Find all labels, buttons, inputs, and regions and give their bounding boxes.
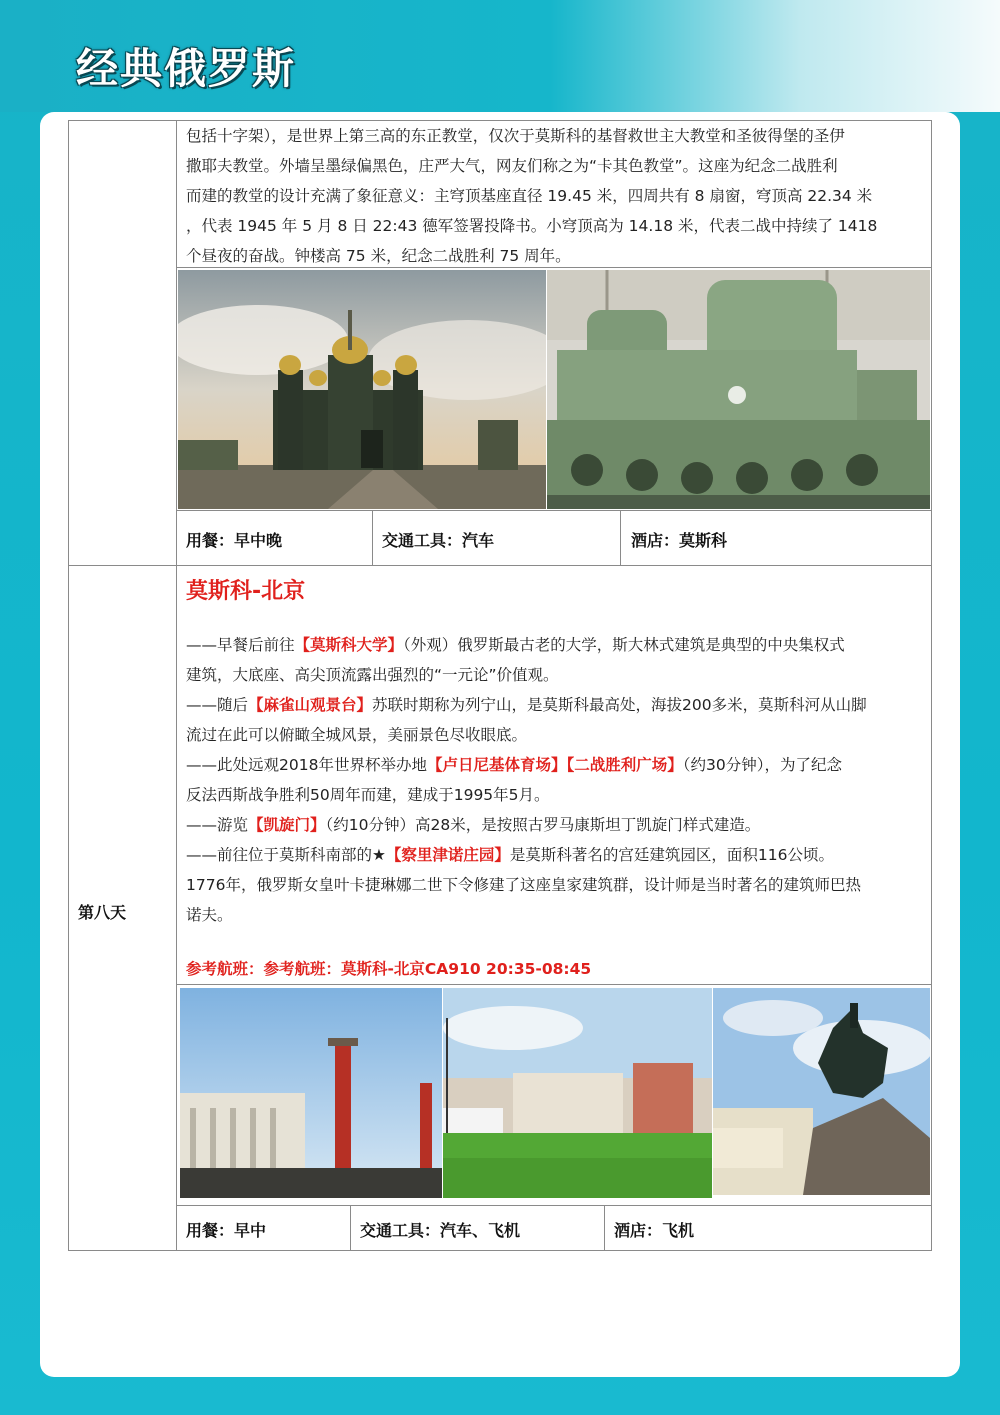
palace-square-photo <box>443 988 712 1198</box>
itinerary-text: 流过在此可以俯瞰全城风景，美丽景色尽收眼底。 <box>186 726 528 744</box>
day7-hotel: 酒店：莫斯科 <box>631 531 728 550</box>
rostral-column-photo <box>180 988 442 1198</box>
cathedral-photo <box>178 270 546 509</box>
text-line: ，代表 1945 年 5 月 8 日 22:43 德军签署投降书。小穹顶高为 14.18 米，代表二战中持续了 1418 <box>186 217 878 235</box>
bronze-horseman-photo <box>713 988 930 1195</box>
day8-hotel: 酒店：飞机 <box>614 1221 695 1240</box>
flight-info: 参考航班：参考航班：莫斯科-北京CA910 20:35-08:45 <box>186 960 592 978</box>
attraction-highlight: 【莫斯科大学】 <box>294 636 404 654</box>
attraction-highlight: 【卢日尼基体育场】【二战胜利广场】 <box>426 756 683 774</box>
itinerary-line <box>186 720 926 750</box>
day7-meal: 用餐：早中晚 <box>186 531 283 550</box>
itinerary-text: ——早餐后前往 <box>186 636 295 654</box>
itinerary-text: ——此处远观2018年世界杯举办地 <box>186 756 427 774</box>
text-line: 而建的教堂的设计充满了象征意义：主穹顶基座直径 19.45 米，四周共有 8 扇窗，穹顶高 22.34 米 <box>186 187 873 205</box>
itinerary-text: 苏联时期称为列宁山，是莫斯科最高处，海拔200多米，莫斯科河从山脚 <box>372 696 867 714</box>
itinerary-text: （外观）俄罗斯最古老的大学，斯大林式建筑是典型的中央集权式 <box>403 636 845 654</box>
day8-itinerary <box>186 630 926 930</box>
itinerary-text: 反法西斯战争胜利50周年而建，建成于1995年5月。 <box>186 786 550 804</box>
itinerary-line <box>186 690 926 720</box>
header-banner <box>0 0 1000 112</box>
itinerary-text: 诺夫。 <box>186 906 233 924</box>
itinerary-text: 1776年，俄罗斯女皇叶卡捷琳娜二世下令修建了这座皇家建筑群，设计师是当时著名的建筑师巴热 <box>186 876 861 894</box>
attraction-highlight: 【麻雀山观景台】 <box>248 696 373 714</box>
itinerary-line <box>186 900 926 930</box>
tank-photo <box>547 270 930 509</box>
day-title: 莫斯科-北京 <box>186 579 306 604</box>
itinerary-text: ——随后 <box>186 696 249 714</box>
text-line: 包括十字架），是世界上第三高的东正教堂，仅次于莫斯科的基督救世主大教堂和圣彼得堡的圣伊 <box>186 127 845 145</box>
day8-transport: 交通工具：汽车、飞机 <box>360 1221 521 1240</box>
itinerary-line <box>186 780 926 810</box>
itinerary-line <box>186 660 926 690</box>
day8-meal: 用餐：早中 <box>186 1221 267 1240</box>
itinerary-line <box>186 870 926 900</box>
itinerary-line <box>186 840 926 870</box>
itinerary-text: （约30分钟），为了纪念 <box>682 756 842 774</box>
day7-transport: 交通工具：汽车 <box>382 531 495 550</box>
attraction-highlight: 【凯旋门】 <box>248 816 326 834</box>
attraction-highlight: 【察里津诺庄园】 <box>385 846 510 864</box>
itinerary-line <box>186 810 926 840</box>
itinerary-text: （约10分钟）高28米，是按照古罗马康斯坦丁凯旋门样式建造。 <box>325 816 761 834</box>
itinerary-text: ——游览 <box>186 816 249 834</box>
page-title: 经典俄罗斯 <box>76 44 297 93</box>
itinerary-line <box>186 630 926 660</box>
itinerary-text: ——前往位于莫斯科南部的★ <box>186 846 386 864</box>
text-line: 撒耶夫教堂。外墙呈墨绿偏黑色，庄严大气，网友们称之为“卡其色教堂”。这座为纪念二战胜利 <box>186 157 838 175</box>
text-line: 个昼夜的奋战。钟楼高 75 米，纪念二战胜利 75 周年。 <box>186 247 571 265</box>
itinerary-text: 是莫斯科著名的宫廷建筑园区，面积116公顷。 <box>509 846 835 864</box>
day7-description <box>186 121 926 271</box>
itinerary-line <box>186 750 926 780</box>
day-label: 第八天 <box>78 903 127 922</box>
itinerary-text: 建筑，大底座、高尖顶流露出强烈的“一元论”价值观。 <box>186 666 559 684</box>
